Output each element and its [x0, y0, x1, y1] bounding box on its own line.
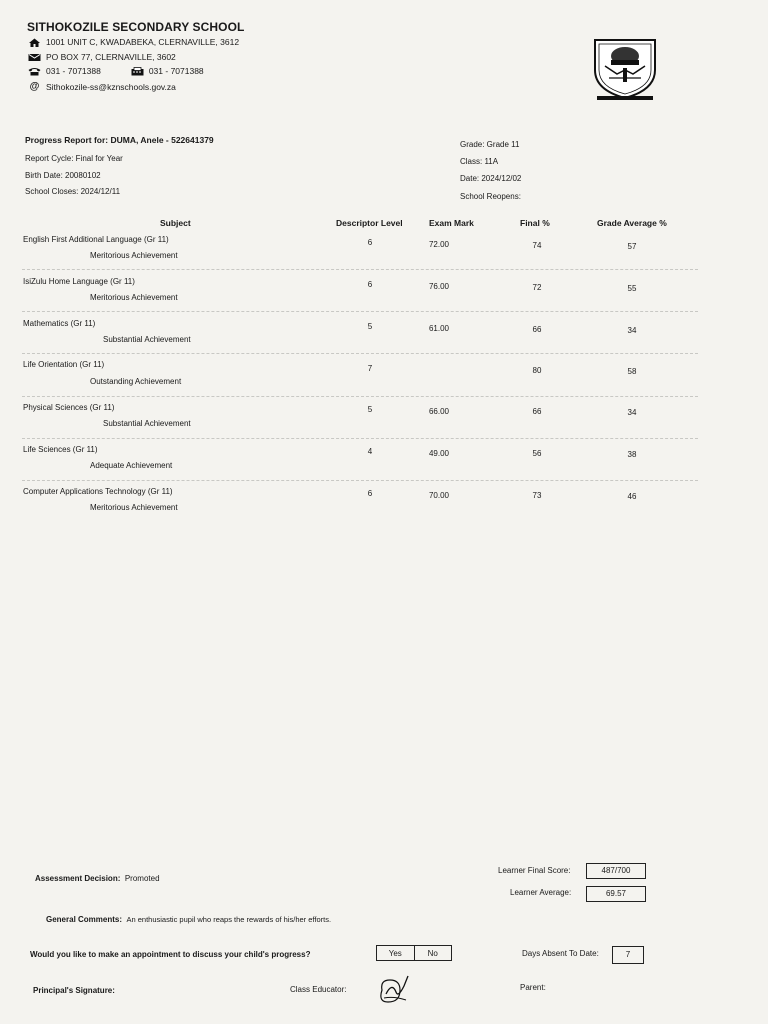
address-row — [28, 37, 239, 47]
descriptor-level: 5 — [367, 405, 373, 414]
fax-icon — [131, 67, 144, 76]
header-descriptor: Descriptor Level — [336, 218, 403, 228]
header-subject: Subject — [160, 218, 191, 228]
final-percent: 73 — [532, 491, 542, 500]
final-percent: 74 — [532, 241, 542, 250]
descriptor-text: Meritorious Achievement — [90, 251, 178, 260]
comments-label: General Comments: — [46, 915, 123, 924]
progress-report-title — [25, 135, 214, 145]
assessment-label: Assessment Decision: — [35, 874, 121, 883]
school-reopens: School Reopens: — [460, 192, 521, 201]
days-absent-label: Days Absent To Date: — [522, 949, 599, 958]
report-cycle: Report Cycle: Final for Year — [25, 154, 123, 163]
school-po-box: PO BOX 77, CLERNAVILLE, 3602 — [46, 52, 176, 62]
subject-name: Life Sciences (Gr 11) — [23, 445, 98, 454]
row-divider — [22, 396, 698, 397]
grade-average: 57 — [627, 242, 637, 251]
final-percent: 72 — [532, 283, 542, 292]
row-divider — [22, 269, 698, 270]
subject-name: English First Additional Language (Gr 11) — [23, 235, 169, 244]
exam-mark: 76.00 — [428, 282, 450, 291]
birth-date: Birth Date: 20080102 — [25, 171, 101, 180]
subject-name: IsiZulu Home Language (Gr 11) — [23, 277, 135, 286]
descriptor-level: 6 — [367, 280, 373, 289]
learner-average-label: Learner Average: — [510, 888, 572, 897]
descriptor-level: 6 — [367, 489, 373, 498]
no-option[interactable]: No — [415, 945, 453, 961]
header-exam: Exam Mark — [429, 218, 474, 228]
grade-average: 34 — [627, 326, 637, 335]
school-closes: School Closes: 2024/12/11 — [25, 187, 121, 196]
exam-mark: 61.00 — [428, 324, 450, 333]
row-divider — [22, 311, 698, 312]
general-comments — [46, 909, 331, 927]
days-absent-box: 7 — [612, 946, 644, 964]
row-divider — [22, 353, 698, 354]
header-final: Final % — [520, 218, 550, 228]
grade-average: 38 — [627, 450, 637, 459]
learner-average-box: 69.57 — [586, 886, 646, 902]
class: Class: 11A — [460, 157, 499, 166]
at-icon: @ — [29, 81, 40, 92]
progress-report-label: Progress Report for: — [25, 135, 109, 145]
subject-name: Life Orientation (Gr 11) — [23, 360, 105, 369]
descriptor-level: 4 — [367, 447, 373, 456]
assessment-value: Promoted — [124, 874, 160, 883]
final-percent: 66 — [532, 325, 542, 334]
final-score-box: 487/700 — [586, 863, 646, 879]
school-address: 1001 UNIT C, KWADABEKA, CLERNAVILLE, 3612 — [46, 37, 240, 47]
descriptor-text: Substantial Achievement — [103, 419, 191, 428]
phone-row — [28, 66, 204, 76]
learner-name: DUMA, Anele - 522641379 — [110, 135, 214, 145]
grade-average: 58 — [627, 367, 637, 376]
telephone-icon — [28, 67, 41, 76]
po-box-row — [28, 52, 176, 62]
row-divider — [22, 438, 698, 439]
grade-average: 34 — [627, 408, 637, 417]
descriptor-level: 7 — [367, 364, 373, 373]
mailbox-icon — [28, 53, 41, 62]
header-grade-average: Grade Average % — [597, 218, 667, 228]
yes-option[interactable]: Yes — [376, 945, 415, 961]
grade-average: 55 — [627, 284, 637, 293]
house-icon — [28, 38, 41, 47]
final-percent: 66 — [532, 407, 542, 416]
subject-name: Physical Sciences (Gr 11) — [23, 403, 115, 412]
descriptor-text: Meritorious Achievement — [90, 503, 178, 512]
descriptor-text: Meritorious Achievement — [90, 293, 178, 302]
report-date: Date: 2024/12/02 — [460, 174, 522, 183]
subject-name: Mathematics (Gr 11) — [23, 319, 96, 328]
descriptor-text: Substantial Achievement — [103, 335, 191, 344]
school-crest-icon — [589, 36, 661, 104]
school-fax: 031 - 7071388 — [148, 66, 204, 76]
parent-label: Parent: — [520, 983, 546, 992]
descriptor-text: Adequate Achievement — [90, 461, 173, 470]
descriptor-text: Outstanding Achievement — [90, 377, 182, 386]
exam-mark: 72.00 — [428, 240, 450, 249]
final-percent: 56 — [532, 449, 542, 458]
school-email: Sithokozile-ss@kznschools.gov.za — [46, 81, 176, 92]
school-name: SITHOKOZILE SECONDARY SCHOOL — [27, 20, 245, 34]
descriptor-level: 6 — [367, 238, 373, 247]
descriptor-level: 5 — [367, 322, 373, 331]
exam-mark: 49.00 — [428, 449, 450, 458]
comments-value: An enthusiastic pupil who reaps the rewards of his/her efforts. — [126, 915, 332, 924]
principal-signature-label: Principal's Signature: — [33, 986, 115, 995]
exam-mark: 70.00 — [428, 491, 450, 500]
grade: Grade: Grade 11 — [460, 140, 520, 149]
exam-mark: 66.00 — [428, 407, 450, 416]
email-row — [28, 81, 176, 92]
educator-signature — [374, 972, 412, 1008]
school-phone: 031 - 7071388 — [46, 66, 101, 76]
subject-name: Computer Applications Technology (Gr 11) — [23, 487, 173, 496]
class-educator-label: Class Educator: — [290, 985, 347, 994]
grade-average: 46 — [627, 492, 637, 501]
appointment-question: Would you like to make an appointment to discuss your child's progress? — [30, 950, 311, 959]
row-divider — [22, 480, 698, 481]
final-percent: 80 — [532, 366, 542, 375]
assessment-decision — [35, 868, 160, 886]
final-score-label: Learner Final Score: — [498, 866, 571, 875]
appointment-options — [376, 945, 452, 961]
